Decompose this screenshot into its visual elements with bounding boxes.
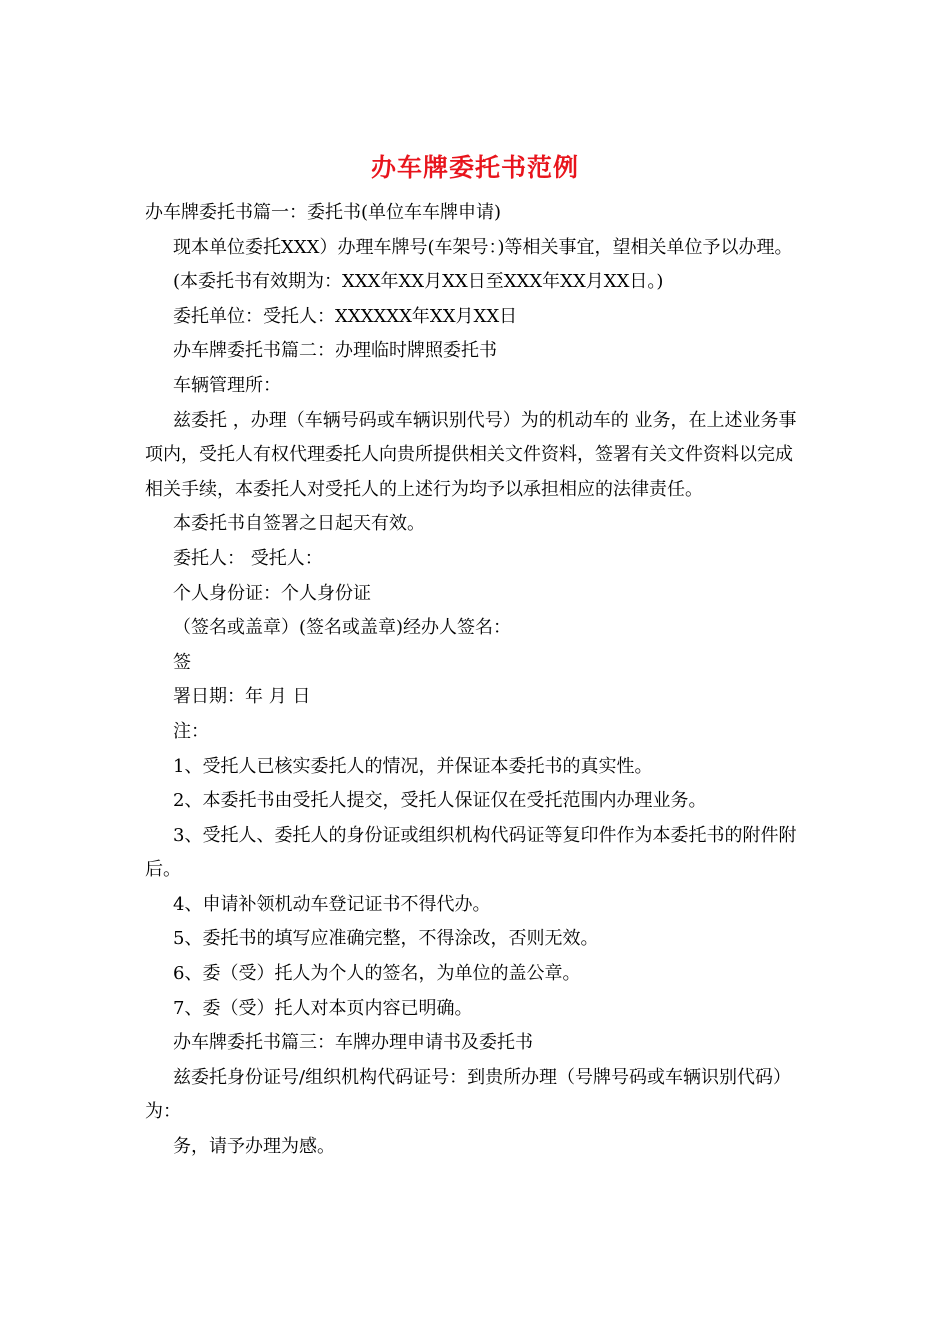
paragraph: 3、受托人、委托人的身份证或组织机构代码证等复印件作为本委托书的附件附后。 [145,824,797,881]
document-title: 办车牌委托书范例 [370,153,579,182]
paragraph: 兹委托 ，办理（车辆号码或车辆识别代号）为的机动车的 业务，在上述业务事项内，受托人有权代理委托人向贵所提供相关文件资料，签署有关文件资料以完成相关手续，本委托人对受托人的上述行为均予以承担相应的法律责任。 [145,409,797,500]
paragraph: 委托单位：受托人：XXXXXX年XX月XX日 [173,305,518,327]
paragraph: 5、委托书的填写应准确完整，不得涂改，否则无效。 [173,928,599,950]
paragraph: 兹委托身份证号/组织机构代码证号：到贵所办理（号牌号码或车辆识别代码）为： [145,1066,792,1123]
paragraph: 7、委（受）托人对本页内容已明确。 [173,997,473,1019]
paragraph: 个人身份证：个人身份证 [173,582,371,604]
paragraph: 办车牌委托书篇二：办理临时牌照委托书 [173,340,497,362]
paragraph: 务，请予办理为感。 [173,1136,335,1158]
paragraph: 注： [173,720,209,742]
paragraph: 6、委（受）托人为个人的签名，为单位的盖公章。 [173,963,581,985]
paragraph: 署日期：年 月 日 [173,686,311,708]
paragraph: 办车牌委托书篇一：委托书(单位车车牌申请) [145,202,502,223]
document-body [145,196,810,1165]
paragraph: 办车牌委托书篇三：车牌办理申请书及委托书 [173,1032,533,1054]
paragraph: 1、受托人已核实委托人的情况，并保证本委托书的真实性。 [173,755,653,777]
paragraph: 4、申请补领机动车登记证书不得代办。 [173,893,491,915]
paragraph: 现本单位委托XXX）办理车牌号(车架号：)等相关事宜，望相关单位予以办理。 [173,236,793,258]
paragraph: 本委托书自签署之日起天有效。 [173,513,425,535]
paragraph: （签名或盖章）(签名或盖章)经办人签名： [173,617,512,639]
paragraph: 委托人： 受托人： [173,547,323,569]
paragraph: 2、本委托书由受托人提交，受托人保证仅在受托范围内办理业务。 [173,790,707,812]
paragraph: 车辆管理所： [173,374,281,396]
paragraph: 签 [173,651,191,673]
paragraph: (本委托书有效期为：XXX年XX月XX日至XXX年XX月XX日。) [173,271,664,293]
